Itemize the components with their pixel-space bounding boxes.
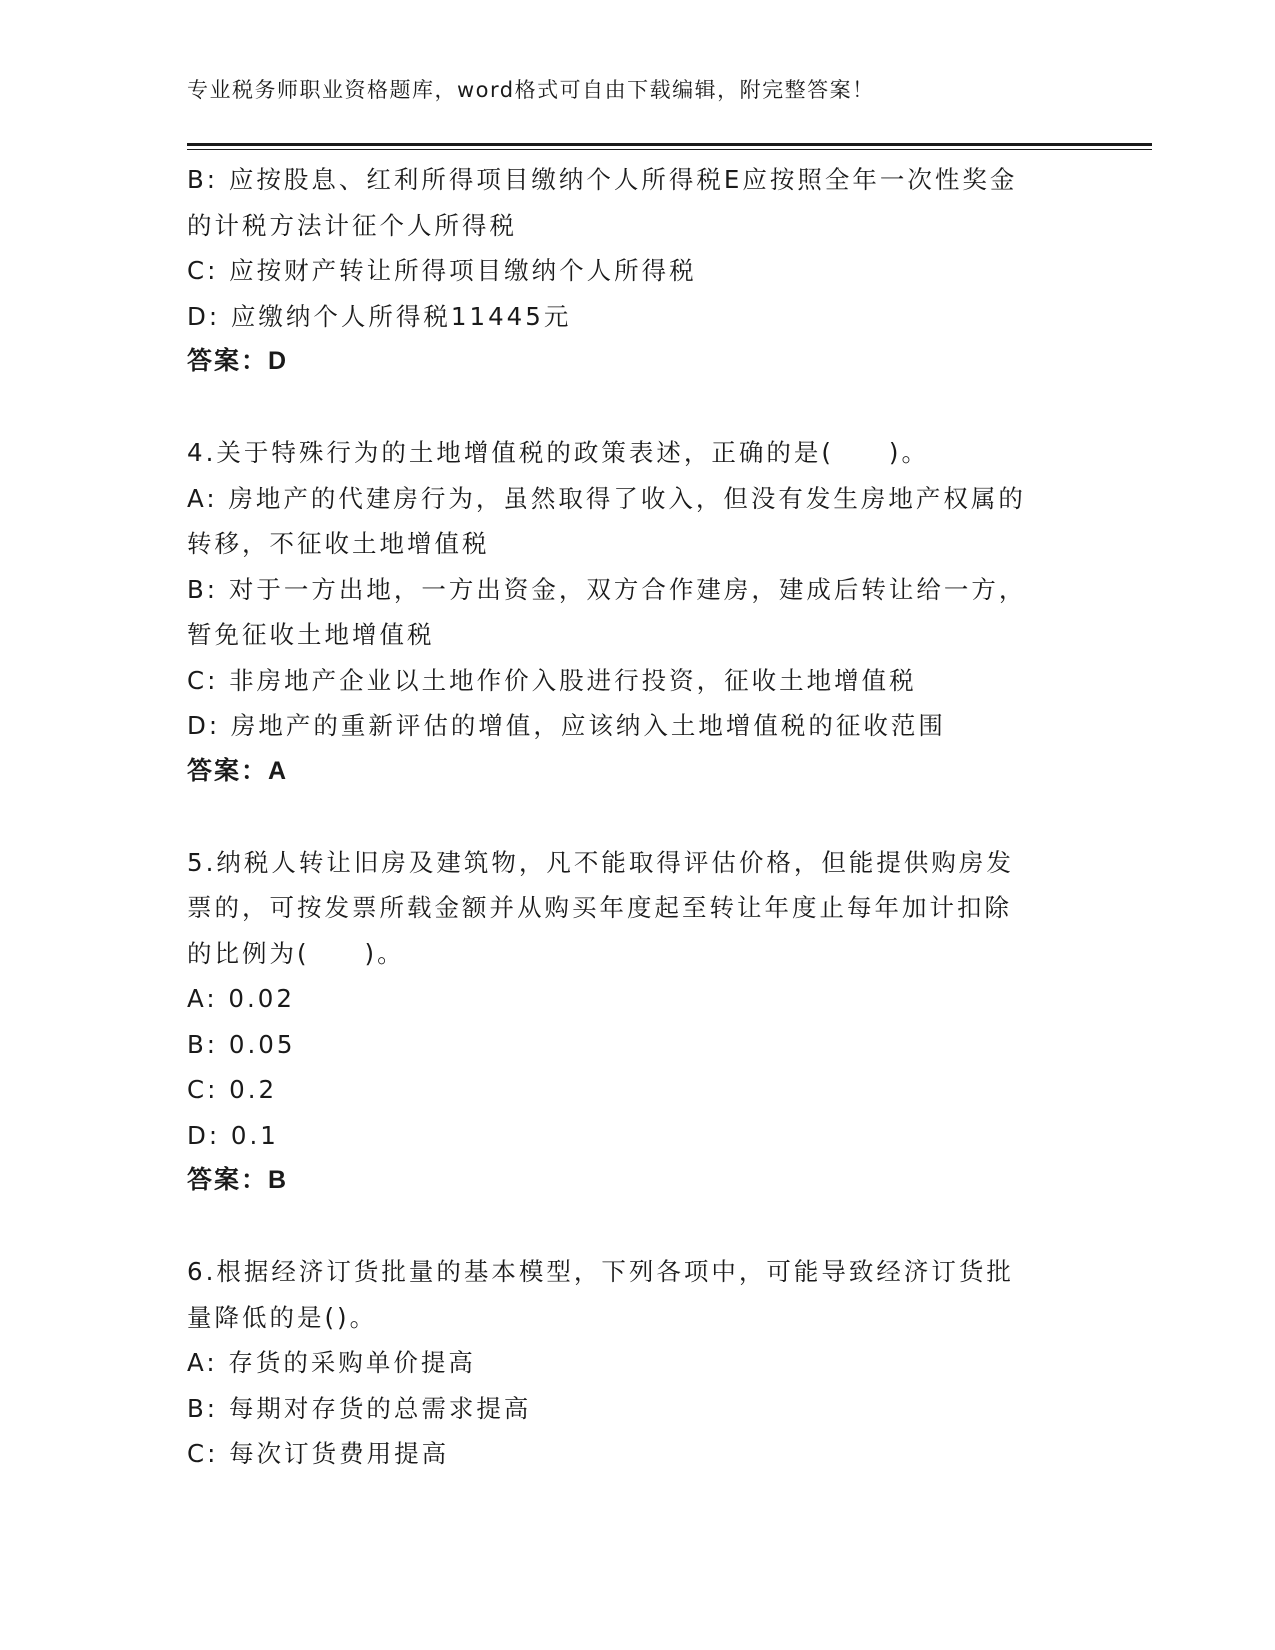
option-c: C: 应按财产转让所得项目缴纳个人所得税 [187,256,697,285]
header-rule-thin [187,149,1152,150]
question-text: 5.纳税人转让旧房及建筑物，凡不能取得评估价格，但能提供购房发 [187,847,1014,877]
question-text-continued: 量降低的是()。 [187,1302,378,1332]
option-b-continued: 的计税方法计征个人所得税 [187,210,517,240]
option-a-continued: 转移，不征收土地增值税 [187,529,490,558]
question-5 [187,840,1087,1204]
question-text: 4.关于特殊行为的土地增值税的政策表述，正确的是( )。 [187,438,929,467]
header-rule-thick [187,143,1152,146]
option-b: B: 0.05 [187,1029,296,1059]
question-body [187,157,1087,1477]
option-a: A: 存货的采购单价提高 [187,1348,476,1377]
option-d: D: 0.1 [187,1120,279,1150]
answer: 答案：D [187,347,289,375]
spacer [187,1204,1087,1250]
spacer [187,385,1087,431]
page-header: 专业税务师职业资格题库，word格式可自由下载编辑，附完整答案！ [187,78,875,102]
answer: 答案：A [187,756,289,785]
option-b: B: 对于一方出地，一方出资金，双方合作建房，建成后转让给一方， [187,574,1027,604]
question-3-tail [187,157,1087,385]
question-text-continued: 的比例为( )。 [187,938,405,968]
option-a: A: 0.02 [187,984,295,1013]
option-c: C: 每次订货费用提高 [187,1439,450,1468]
option-c: C: 非房地产企业以土地作价入股进行投资，征收土地增值税 [187,665,917,695]
option-b: B: 每期对存货的总需求提高 [187,1393,532,1423]
option-a: A: 房地产的代建房行为，虽然取得了收入，但没有发生房地产权属的 [187,483,1026,513]
question-6 [187,1249,1087,1477]
question-text-continued: 票的，可按发票所载金额并从购买年度起至转让年度止每年加计扣除 [187,893,1012,922]
option-c: C: 0.2 [187,1075,278,1104]
question-text: 6.根据经济订货批量的基本模型，下列各项中，可能导致经济订货批 [187,1257,1014,1286]
option-b-continued: 暂免征收土地增值税 [187,620,435,649]
option-b: B: 应按股息、红利所得项目缴纳个人所得税E应按照全年一次性奖金 [187,165,1018,194]
option-d: D: 应缴纳个人所得税11445元 [187,301,572,331]
option-d: D: 房地产的重新评估的增值，应该纳入土地增值税的征收范围 [187,711,946,740]
answer: 答案：B [187,1166,289,1194]
question-4 [187,430,1087,794]
spacer [187,794,1087,840]
